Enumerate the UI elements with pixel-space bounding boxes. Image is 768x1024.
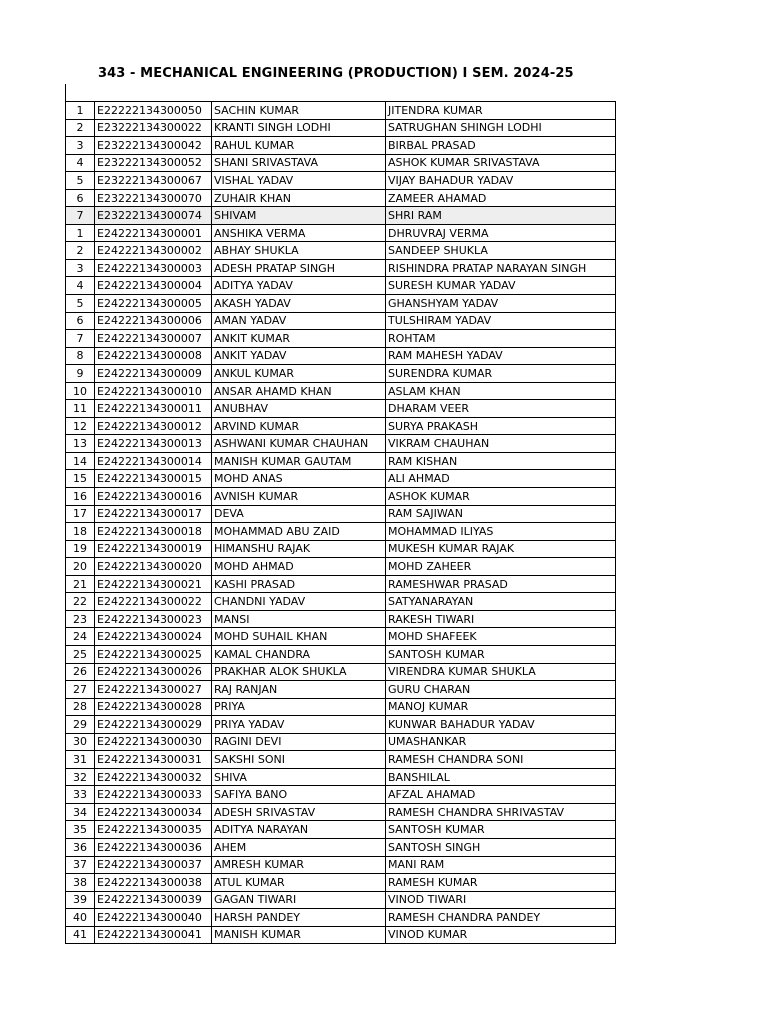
enrollment-number-cell: E22222134300050 [95,102,212,120]
student-name-cell: SAKSHI SONI [212,751,386,769]
father-name-cell: RAMESH CHANDRA SHRIVASTAV [386,803,616,821]
father-name-cell: RAMESHWAR PRASAD [386,575,616,593]
father-name-cell: DHARAM VEER [386,400,616,418]
table-row [66,610,616,628]
table-row [66,681,616,699]
father-name-cell: ASLAM KHAN [386,382,616,400]
father-name-cell: MOHD SHAFEEK [386,628,616,646]
serial-number-cell: 31 [66,751,95,769]
father-name-cell: RAKESH TIWARI [386,610,616,628]
father-name-cell: SANTOSH KUMAR [386,821,616,839]
student-name-cell: DEVA [212,505,386,523]
enrollment-number-cell: E24222134300031 [95,751,212,769]
student-name-cell: AKASH YADAV [212,295,386,313]
enrollment-number-cell: E24222134300035 [95,821,212,839]
father-name-cell: BANSHILAL [386,768,616,786]
table-row [66,768,616,786]
serial-number-cell: 39 [66,891,95,909]
table-row [66,452,616,470]
table-row [66,119,616,137]
serial-number-cell: 19 [66,540,95,558]
father-name-cell: SATRUGHAN SHINGH LODHI [386,119,616,137]
enrollment-number-cell: E24222134300022 [95,593,212,611]
serial-number-cell: 3 [66,137,95,155]
serial-number-cell: 2 [66,242,95,260]
student-name-cell: ANKIT KUMAR [212,330,386,348]
student-name-cell: MOHD AHMAD [212,558,386,576]
father-name-cell: MUKESH KUMAR RAJAK [386,540,616,558]
student-name-cell: ADITYA NARAYAN [212,821,386,839]
table-row [66,295,616,313]
table-row [66,874,616,892]
table-row [66,891,616,909]
father-name-cell: RAM MAHESH YADAV [386,347,616,365]
student-name-cell: RAHUL KUMAR [212,137,386,155]
enrollment-number-cell: E24222134300015 [95,470,212,488]
serial-number-cell: 14 [66,452,95,470]
serial-number-cell: 4 [66,154,95,172]
serial-number-cell: 11 [66,400,95,418]
table-row [66,470,616,488]
student-name-cell: RAGINI DEVI [212,733,386,751]
father-name-cell: BIRBAL PRASAD [386,137,616,155]
student-name-cell: SAFIYA BANO [212,786,386,804]
father-name-cell: ZAMEER AHAMAD [386,189,616,207]
table-row [66,400,616,418]
father-name-cell: VIJAY BAHADUR YADAV [386,172,616,190]
student-name-cell: ABHAY SHUKLA [212,242,386,260]
father-name-cell: KUNWAR BAHADUR YADAV [386,716,616,734]
father-name-cell: SHRI RAM [386,207,616,225]
student-name-cell: ADESH SRIVASTAV [212,803,386,821]
table-row [66,733,616,751]
enrollment-number-cell: E24222134300027 [95,681,212,699]
table-row [66,277,616,295]
student-name-cell: SACHIN KUMAR [212,102,386,120]
serial-number-cell: 16 [66,488,95,506]
enrollment-number-cell: E24222134300002 [95,242,212,260]
enrollment-number-cell: E24222134300033 [95,786,212,804]
table-row [66,137,616,155]
serial-number-cell: 35 [66,821,95,839]
enrollment-number-cell: E23222134300042 [95,137,212,155]
enrollment-number-cell: E23222134300070 [95,189,212,207]
father-name-cell: SANDEEP SHUKLA [386,242,616,260]
student-name-cell: ANKIT YADAV [212,347,386,365]
serial-number-cell: 33 [66,786,95,804]
serial-number-cell: 1 [66,224,95,242]
student-name-cell: SHANI SRIVASTAVA [212,154,386,172]
enrollment-number-cell: E24222134300023 [95,610,212,628]
serial-number-cell: 9 [66,365,95,383]
enrollment-number-cell: E24222134300041 [95,926,212,944]
table-row [66,242,616,260]
serial-number-cell: 20 [66,558,95,576]
table-row [66,505,616,523]
serial-number-cell: 37 [66,856,95,874]
father-name-cell: SANTOSH SINGH [386,838,616,856]
enrollment-number-cell: E24222134300003 [95,259,212,277]
enrollment-number-cell: E24222134300014 [95,452,212,470]
student-name-cell: MANISH KUMAR [212,926,386,944]
serial-number-cell: 41 [66,926,95,944]
serial-number-cell: 5 [66,295,95,313]
enrollment-number-cell: E24222134300036 [95,838,212,856]
student-name-cell: PRIYA [212,698,386,716]
serial-number-cell: 15 [66,470,95,488]
enrollment-number-cell: E23222134300022 [95,119,212,137]
table-row [66,365,616,383]
father-name-cell: DHRUVRAJ VERMA [386,224,616,242]
serial-number-cell: 3 [66,259,95,277]
enrollment-number-cell: E24222134300028 [95,698,212,716]
table-row [66,645,616,663]
father-name-cell: MOHD ZAHEER [386,558,616,576]
enrollment-number-cell: E24222134300024 [95,628,212,646]
table-row [66,259,616,277]
table-row [66,435,616,453]
table-row [66,716,616,734]
serial-number-cell: 30 [66,733,95,751]
enrollment-number-cell: E24222134300034 [95,803,212,821]
table-row [66,540,616,558]
serial-number-cell: 2 [66,119,95,137]
table-row [66,821,616,839]
enrollment-number-cell: E24222134300011 [95,400,212,418]
table-row [66,786,616,804]
roster-body [66,102,616,944]
enrollment-number-cell: E24222134300029 [95,716,212,734]
enrollment-number-cell: E24222134300008 [95,347,212,365]
serial-number-cell: 22 [66,593,95,611]
student-name-cell: ANKUL KUMAR [212,365,386,383]
serial-number-cell: 8 [66,347,95,365]
father-name-cell: ALI AHMAD [386,470,616,488]
serial-number-cell: 12 [66,417,95,435]
enrollment-number-cell: E24222134300030 [95,733,212,751]
father-name-cell: RAM SAJIWAN [386,505,616,523]
father-name-cell: SANTOSH KUMAR [386,645,616,663]
enrollment-number-cell: E24222134300006 [95,312,212,330]
table-row [66,102,616,120]
serial-number-cell: 10 [66,382,95,400]
student-name-cell: CHANDNI YADAV [212,593,386,611]
father-name-cell: RAMESH KUMAR [386,874,616,892]
table-row [66,575,616,593]
enrollment-number-cell: E23222134300067 [95,172,212,190]
table-row [66,207,616,225]
table-row [66,224,616,242]
page-title: 343 - MECHANICAL ENGINEERING (PRODUCTION) I SEM. 2024-25 [98,66,574,81]
serial-number-cell: 36 [66,838,95,856]
student-name-cell: MANISH KUMAR GAUTAM [212,452,386,470]
father-name-cell: MANI RAM [386,856,616,874]
serial-number-cell: 26 [66,663,95,681]
student-name-cell: KRANTI SINGH LODHI [212,119,386,137]
table-row [66,698,616,716]
table-row [66,154,616,172]
father-name-cell: MOHAMMAD ILIYAS [386,523,616,541]
student-name-cell: ATUL KUMAR [212,874,386,892]
enrollment-number-cell: E24222134300007 [95,330,212,348]
table-row [66,347,616,365]
table-row [66,751,616,769]
enrollment-number-cell: E24222134300026 [95,663,212,681]
left-border-line [65,84,66,101]
table-row [66,523,616,541]
table-row [66,172,616,190]
student-name-cell: ADITYA YADAV [212,277,386,295]
enrollment-number-cell: E24222134300010 [95,382,212,400]
father-name-cell: SURESH KUMAR YADAV [386,277,616,295]
serial-number-cell: 27 [66,681,95,699]
father-name-cell: GHANSHYAM YADAV [386,295,616,313]
father-name-cell: SATYANARAYAN [386,593,616,611]
student-name-cell: ARVIND KUMAR [212,417,386,435]
student-name-cell: AMRESH KUMAR [212,856,386,874]
table-row [66,909,616,927]
table-row [66,382,616,400]
student-name-cell: ADESH PRATAP SINGH [212,259,386,277]
student-name-cell: MOHD SUHAIL KHAN [212,628,386,646]
enrollment-number-cell: E24222134300032 [95,768,212,786]
table-row [66,488,616,506]
table-row [66,628,616,646]
father-name-cell: ASHOK KUMAR SRIVASTAVA [386,154,616,172]
father-name-cell: RISHINDRA PRATAP NARAYAN SINGH [386,259,616,277]
enrollment-number-cell: E24222134300020 [95,558,212,576]
enrollment-number-cell: E24222134300009 [95,365,212,383]
enrollment-number-cell: E24222134300016 [95,488,212,506]
enrollment-number-cell: E24222134300019 [95,540,212,558]
student-name-cell: SHIVA [212,768,386,786]
serial-number-cell: 32 [66,768,95,786]
student-name-cell: RAJ RANJAN [212,681,386,699]
student-name-cell: MANSI [212,610,386,628]
student-name-cell: AVNISH KUMAR [212,488,386,506]
student-name-cell: ANSAR AHAMD KHAN [212,382,386,400]
table-row [66,926,616,944]
father-name-cell: ASHOK KUMAR [386,488,616,506]
serial-number-cell: 6 [66,189,95,207]
table-row [66,856,616,874]
student-name-cell: SHIVAM [212,207,386,225]
enrollment-number-cell: E24222134300039 [95,891,212,909]
father-name-cell: UMASHANKAR [386,733,616,751]
enrollment-number-cell: E24222134300004 [95,277,212,295]
student-name-cell: KAMAL CHANDRA [212,645,386,663]
father-name-cell: SURENDRA KUMAR [386,365,616,383]
enrollment-number-cell: E24222134300001 [95,224,212,242]
serial-number-cell: 4 [66,277,95,295]
serial-number-cell: 13 [66,435,95,453]
father-name-cell: VIRENDRA KUMAR SHUKLA [386,663,616,681]
enrollment-number-cell: E24222134300025 [95,645,212,663]
serial-number-cell: 34 [66,803,95,821]
serial-number-cell: 28 [66,698,95,716]
table-row [66,803,616,821]
father-name-cell: RAMESH CHANDRA PANDEY [386,909,616,927]
enrollment-number-cell: E24222134300012 [95,417,212,435]
serial-number-cell: 7 [66,330,95,348]
enrollment-number-cell: E24222134300017 [95,505,212,523]
serial-number-cell: 25 [66,645,95,663]
father-name-cell: ROHTAM [386,330,616,348]
enrollment-number-cell: E24222134300040 [95,909,212,927]
student-name-cell: MOHD ANAS [212,470,386,488]
serial-number-cell: 18 [66,523,95,541]
serial-number-cell: 21 [66,575,95,593]
table-row [66,663,616,681]
student-name-cell: ASHWANI KUMAR CHAUHAN [212,435,386,453]
student-name-cell: ANUBHAV [212,400,386,418]
father-name-cell: TULSHIRAM YADAV [386,312,616,330]
student-name-cell: MOHAMMAD ABU ZAID [212,523,386,541]
table-row [66,417,616,435]
father-name-cell: SURYA PRAKASH [386,417,616,435]
father-name-cell: AFZAL AHAMAD [386,786,616,804]
student-name-cell: HIMANSHU RAJAK [212,540,386,558]
enrollment-number-cell: E24222134300038 [95,874,212,892]
table-row [66,558,616,576]
table-row [66,838,616,856]
serial-number-cell: 29 [66,716,95,734]
serial-number-cell: 6 [66,312,95,330]
student-name-cell: AHEM [212,838,386,856]
father-name-cell: VIKRAM CHAUHAN [386,435,616,453]
father-name-cell: VINOD TIWARI [386,891,616,909]
enrollment-number-cell: E24222134300005 [95,295,212,313]
serial-number-cell: 24 [66,628,95,646]
father-name-cell: RAM KISHAN [386,452,616,470]
enrollment-number-cell: E24222134300018 [95,523,212,541]
enrollment-number-cell: E24222134300037 [95,856,212,874]
student-name-cell: ANSHIKA VERMA [212,224,386,242]
student-name-cell: PRIYA YADAV [212,716,386,734]
student-roster-table [65,101,616,944]
student-name-cell: GAGAN TIWARI [212,891,386,909]
student-name-cell: HARSH PANDEY [212,909,386,927]
father-name-cell: MANOJ KUMAR [386,698,616,716]
father-name-cell: GURU CHARAN [386,681,616,699]
student-name-cell: KASHI PRASAD [212,575,386,593]
enrollment-number-cell: E23222134300074 [95,207,212,225]
enrollment-number-cell: E24222134300021 [95,575,212,593]
table-row [66,593,616,611]
student-name-cell: PRAKHAR ALOK SHUKLA [212,663,386,681]
student-name-cell: VISHAL YADAV [212,172,386,190]
serial-number-cell: 17 [66,505,95,523]
table-row [66,330,616,348]
table-row [66,189,616,207]
student-name-cell: ZUHAIR KHAN [212,189,386,207]
table-row [66,312,616,330]
serial-number-cell: 38 [66,874,95,892]
father-name-cell: RAMESH CHANDRA SONI [386,751,616,769]
serial-number-cell: 7 [66,207,95,225]
enrollment-number-cell: E24222134300013 [95,435,212,453]
father-name-cell: VINOD KUMAR [386,926,616,944]
serial-number-cell: 1 [66,102,95,120]
serial-number-cell: 40 [66,909,95,927]
student-name-cell: AMAN YADAV [212,312,386,330]
serial-number-cell: 23 [66,610,95,628]
father-name-cell: JITENDRA KUMAR [386,102,616,120]
enrollment-number-cell: E23222134300052 [95,154,212,172]
serial-number-cell: 5 [66,172,95,190]
